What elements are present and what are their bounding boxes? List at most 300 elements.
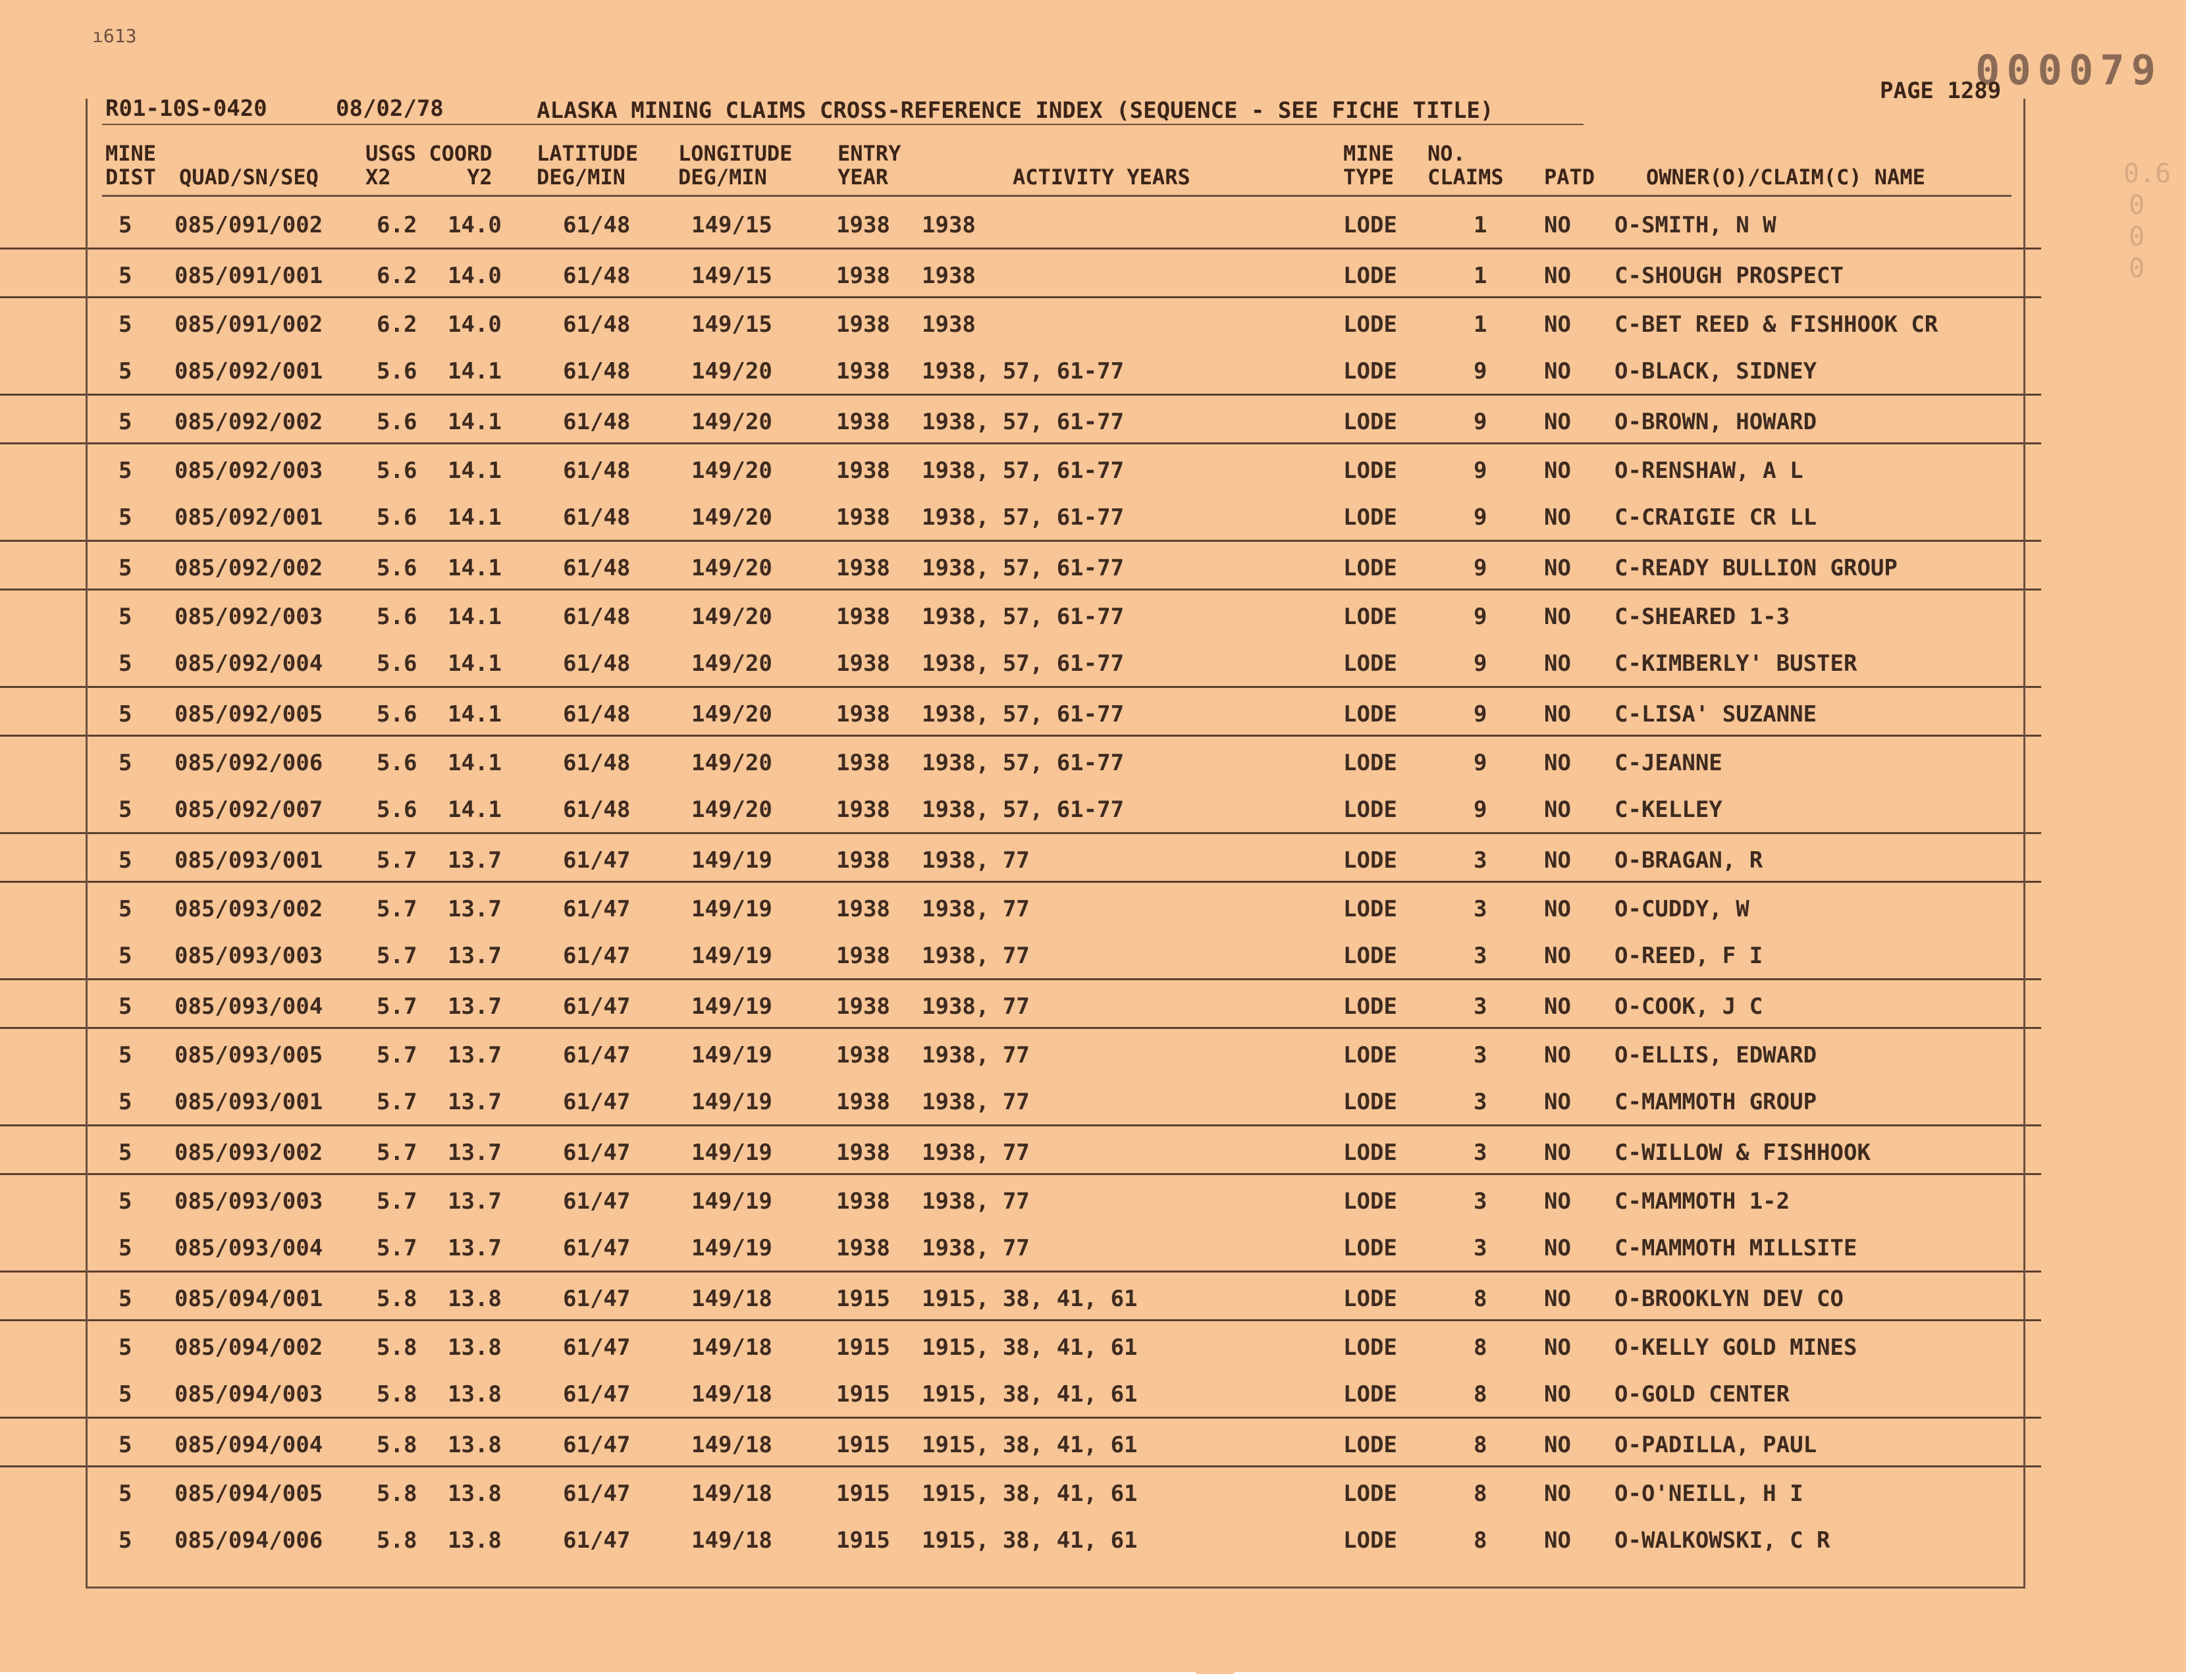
cell-dist: 5: [119, 504, 132, 531]
cell-entry-year: 1938: [836, 750, 890, 776]
cell-y2: 13.7: [448, 896, 502, 922]
cell-patd: NO: [1544, 504, 1571, 531]
cell-no-claims: 9: [1474, 701, 1487, 727]
cell-quad: 085/094/002: [174, 1334, 323, 1361]
cell-longitude: 149/19: [691, 1140, 772, 1166]
cell-dist: 5: [119, 993, 132, 1020]
cell-y2: 13.7: [448, 1089, 502, 1115]
cell-activity-years: 1938, 77: [922, 943, 1030, 969]
cell-dist: 5: [119, 1432, 132, 1458]
cell-longitude: 149/19: [691, 1235, 772, 1261]
cell-longitude: 149/15: [691, 212, 772, 238]
cell-x2: 5.6: [377, 504, 417, 531]
cell-activity-years: 1938, 77: [922, 993, 1030, 1020]
cell-longitude: 149/20: [691, 458, 772, 484]
cell-entry-year: 1915: [836, 1286, 890, 1312]
cell-activity-years: 1938: [922, 311, 976, 338]
cell-x2: 5.7: [377, 943, 417, 969]
cell-mine-type: LODE: [1343, 1381, 1397, 1407]
cell-mine-type: LODE: [1343, 701, 1397, 727]
cell-no-claims: 8: [1474, 1527, 1487, 1554]
cell-dist: 5: [119, 847, 132, 874]
cell-quad: 085/093/004: [174, 993, 323, 1020]
cell-x2: 5.6: [377, 797, 417, 823]
cell-owner-claim-name: O-CUDDY, W: [1614, 896, 1749, 922]
cell-activity-years: 1915, 38, 41, 61: [922, 1481, 1138, 1507]
cell-mine-type: LODE: [1343, 555, 1397, 581]
cell-patd: NO: [1544, 1235, 1571, 1261]
cell-quad: 085/093/002: [174, 896, 323, 922]
cell-activity-years: 1938, 77: [922, 1140, 1030, 1166]
cell-longitude: 149/15: [691, 263, 772, 289]
cell-mine-type: LODE: [1343, 1235, 1397, 1261]
cell-entry-year: 1938: [836, 943, 890, 969]
cell-x2: 5.6: [377, 604, 417, 630]
cell-mine-type: LODE: [1343, 993, 1397, 1020]
cell-dist: 5: [119, 1042, 132, 1068]
cell-entry-year: 1915: [836, 1334, 890, 1361]
cell-latitude: 61/47: [563, 1481, 631, 1507]
cell-owner-claim-name: C-JEANNE: [1614, 750, 1722, 776]
cell-no-claims: 3: [1474, 1140, 1487, 1166]
cell-entry-year: 1938: [836, 504, 890, 531]
cell-x2: 5.7: [377, 896, 417, 922]
side-mark: 0.6 0 0 0: [2123, 159, 2172, 284]
cell-latitude: 61/47: [563, 1527, 631, 1554]
cell-dist: 5: [119, 750, 132, 776]
cell-longitude: 149/18: [691, 1432, 772, 1458]
col-mine-dist: MINE DIST: [105, 141, 157, 190]
cell-y2: 13.8: [448, 1381, 502, 1407]
cell-quad: 085/091/002: [174, 212, 323, 238]
cell-mine-type: LODE: [1343, 1481, 1397, 1507]
cell-entry-year: 1915: [836, 1432, 890, 1458]
col-mine-type: MINE TYPE: [1343, 141, 1395, 190]
col-patd: PATD: [1544, 165, 1595, 190]
cell-entry-year: 1938: [836, 555, 890, 581]
cell-owner-claim-name: C-SHEARED 1-3: [1614, 604, 1790, 630]
cell-quad: 085/092/006: [174, 750, 323, 776]
cell-patd: NO: [1544, 993, 1571, 1020]
cell-y2: 13.7: [448, 993, 502, 1020]
col-quad: QUAD/SN/SEQ: [179, 165, 319, 190]
cell-latitude: 61/48: [563, 504, 631, 531]
cell-quad: 085/092/002: [174, 409, 323, 435]
cell-y2: 13.7: [448, 847, 502, 874]
cell-activity-years: 1938, 77: [922, 1235, 1030, 1261]
cell-owner-claim-name: O-WALKOWSKI, C R: [1614, 1527, 1830, 1554]
cell-activity-years: 1938, 57, 61-77: [922, 358, 1125, 384]
col-owner-claim: OWNER(O)/CLAIM(C) NAME: [1646, 165, 1925, 190]
cell-x2: 5.8: [377, 1381, 417, 1407]
cell-activity-years: 1938, 57, 61-77: [922, 504, 1125, 531]
cell-entry-year: 1938: [836, 409, 890, 435]
cell-quad: 085/092/001: [174, 504, 323, 531]
cell-latitude: 61/47: [563, 1188, 631, 1215]
cell-no-claims: 9: [1474, 458, 1487, 484]
cell-patd: NO: [1544, 1527, 1571, 1554]
cell-dist: 5: [119, 797, 132, 823]
cell-longitude: 149/18: [691, 1334, 772, 1361]
cell-owner-claim-name: C-MAMMOTH MILLSITE: [1614, 1235, 1857, 1261]
cell-patd: NO: [1544, 458, 1571, 484]
cell-no-claims: 9: [1474, 650, 1487, 677]
cell-x2: 6.2: [377, 212, 417, 238]
cell-mine-type: LODE: [1343, 1432, 1397, 1458]
col-no-claims: NO. CLAIMS: [1427, 141, 1504, 190]
corner-mark: ı613: [92, 25, 137, 47]
cell-owner-claim-name: O-BLACK, SIDNEY: [1614, 358, 1817, 384]
cell-no-claims: 8: [1474, 1286, 1487, 1312]
cell-activity-years: 1938, 57, 61-77: [922, 750, 1125, 776]
cell-x2: 5.6: [377, 701, 417, 727]
cell-patd: NO: [1544, 212, 1571, 238]
cell-quad: 085/094/001: [174, 1286, 323, 1312]
cell-owner-claim-name: O-BROWN, HOWARD: [1614, 409, 1817, 435]
cell-no-claims: 8: [1474, 1381, 1487, 1407]
cell-activity-years: 1938, 77: [922, 1188, 1030, 1215]
cell-longitude: 149/18: [691, 1286, 772, 1312]
cell-entry-year: 1938: [836, 847, 890, 874]
cell-quad: 085/093/003: [174, 1188, 323, 1215]
cell-longitude: 149/18: [691, 1381, 772, 1407]
cell-activity-years: 1938: [922, 212, 976, 238]
cell-owner-claim-name: C-KIMBERLY' BUSTER: [1614, 650, 1857, 677]
cell-patd: NO: [1544, 311, 1571, 338]
cell-quad: 085/093/001: [174, 1089, 323, 1115]
cell-patd: NO: [1544, 650, 1571, 677]
cell-quad: 085/093/005: [174, 1042, 323, 1068]
cell-dist: 5: [119, 943, 132, 969]
cell-longitude: 149/20: [691, 604, 772, 630]
frame-number: 000079: [1975, 46, 2162, 94]
cell-latitude: 61/47: [563, 943, 631, 969]
cell-mine-type: LODE: [1343, 1286, 1397, 1312]
cell-no-claims: 9: [1474, 604, 1487, 630]
cell-dist: 5: [119, 1235, 132, 1261]
cell-quad: 085/092/003: [174, 604, 323, 630]
cell-patd: NO: [1544, 943, 1571, 969]
cell-x2: 5.8: [377, 1334, 417, 1361]
cell-longitude: 149/20: [691, 701, 772, 727]
cell-y2: 14.1: [448, 797, 502, 823]
cell-longitude: 149/20: [691, 358, 772, 384]
cell-dist: 5: [119, 1089, 132, 1115]
cell-entry-year: 1938: [836, 1042, 890, 1068]
cell-patd: NO: [1544, 847, 1571, 874]
cell-y2: 14.1: [448, 604, 502, 630]
cell-quad: 085/093/001: [174, 847, 323, 874]
cell-activity-years: 1915, 38, 41, 61: [922, 1334, 1138, 1361]
cell-latitude: 61/48: [563, 701, 631, 727]
cell-dist: 5: [119, 311, 132, 338]
cell-mine-type: LODE: [1343, 263, 1397, 289]
cell-quad: 085/092/005: [174, 701, 323, 727]
cell-y2: 14.1: [448, 650, 502, 677]
cell-y2: 13.8: [448, 1432, 502, 1458]
cell-latitude: 61/48: [563, 458, 631, 484]
cell-quad: 085/094/003: [174, 1381, 323, 1407]
cell-owner-claim-name: C-SHOUGH PROSPECT: [1614, 263, 1844, 289]
cell-owner-claim-name: C-KELLEY: [1614, 797, 1722, 823]
cell-patd: NO: [1544, 1188, 1571, 1215]
cell-dist: 5: [119, 650, 132, 677]
cell-dist: 5: [119, 555, 132, 581]
page-label: PAGE 1289: [1880, 78, 2002, 104]
cell-no-claims: 9: [1474, 555, 1487, 581]
cell-owner-claim-name: C-WILLOW & FISHHOOK: [1614, 1140, 1871, 1166]
cell-mine-type: LODE: [1343, 943, 1397, 969]
cell-mine-type: LODE: [1343, 1140, 1397, 1166]
cell-latitude: 61/47: [563, 1286, 631, 1312]
report-id: R01-10S-0420: [105, 95, 267, 122]
cell-entry-year: 1915: [836, 1381, 890, 1407]
cell-x2: 5.7: [377, 847, 417, 874]
cell-quad: 085/093/002: [174, 1140, 323, 1166]
cell-mine-type: LODE: [1343, 212, 1397, 238]
cell-patd: NO: [1544, 1042, 1571, 1068]
cell-mine-type: LODE: [1343, 1334, 1397, 1361]
cell-entry-year: 1938: [836, 797, 890, 823]
cell-mine-type: LODE: [1343, 1042, 1397, 1068]
cell-longitude: 149/19: [691, 1042, 772, 1068]
cell-mine-type: LODE: [1343, 750, 1397, 776]
cell-no-claims: 1: [1474, 311, 1487, 338]
cell-latitude: 61/47: [563, 896, 631, 922]
cell-no-claims: 3: [1474, 1042, 1487, 1068]
cell-entry-year: 1938: [836, 1140, 890, 1166]
cell-activity-years: 1938, 77: [922, 1089, 1030, 1115]
cell-patd: NO: [1544, 1334, 1571, 1361]
cell-x2: 5.7: [377, 1140, 417, 1166]
cell-x2: 5.7: [377, 993, 417, 1020]
cell-longitude: 149/19: [691, 847, 772, 874]
cell-latitude: 61/48: [563, 311, 631, 338]
cell-latitude: 61/48: [563, 604, 631, 630]
cell-longitude: 149/19: [691, 1188, 772, 1215]
cell-dist: 5: [119, 263, 132, 289]
cell-owner-claim-name: C-MAMMOTH 1-2: [1614, 1188, 1790, 1215]
cell-patd: NO: [1544, 604, 1571, 630]
cell-entry-year: 1938: [836, 1235, 890, 1261]
cell-entry-year: 1938: [836, 604, 890, 630]
cell-patd: NO: [1544, 1286, 1571, 1312]
cell-dist: 5: [119, 1481, 132, 1507]
cell-owner-claim-name: O-RENSHAW, A L: [1614, 458, 1803, 484]
cell-quad: 085/092/004: [174, 650, 323, 677]
cell-entry-year: 1938: [836, 212, 890, 238]
cell-owner-claim-name: O-ELLIS, EDWARD: [1614, 1042, 1817, 1068]
cell-y2: 14.1: [448, 409, 502, 435]
col-longitude: LONGITUDE DEG/MIN: [678, 141, 793, 190]
cell-latitude: 61/47: [563, 1235, 631, 1261]
cell-patd: NO: [1544, 263, 1571, 289]
cell-longitude: 149/20: [691, 555, 772, 581]
cell-quad: 085/091/001: [174, 263, 323, 289]
cell-owner-claim-name: O-GOLD CENTER: [1614, 1381, 1790, 1407]
cell-x2: 5.8: [377, 1527, 417, 1554]
cell-entry-year: 1938: [836, 358, 890, 384]
cell-mine-type: LODE: [1343, 1188, 1397, 1215]
cell-entry-year: 1938: [836, 1089, 890, 1115]
cell-y2: 13.8: [448, 1527, 502, 1554]
cell-entry-year: 1938: [836, 701, 890, 727]
cell-y2: 13.8: [448, 1481, 502, 1507]
cell-x2: 6.2: [377, 311, 417, 338]
col-usgs-coord: USGS COORD X2 Y2: [365, 141, 493, 190]
cell-no-claims: 9: [1474, 358, 1487, 384]
cell-y2: 14.0: [448, 212, 502, 238]
cell-no-claims: 3: [1474, 1089, 1487, 1115]
cell-patd: NO: [1544, 1481, 1571, 1507]
cell-owner-claim-name: O-PADILLA, PAUL: [1614, 1432, 1817, 1458]
cell-mine-type: LODE: [1343, 604, 1397, 630]
cell-owner-claim-name: O-BRAGAN, R: [1614, 847, 1763, 874]
cell-entry-year: 1938: [836, 1188, 890, 1215]
cell-activity-years: 1938, 57, 61-77: [922, 650, 1125, 677]
cell-patd: NO: [1544, 896, 1571, 922]
cell-dist: 5: [119, 701, 132, 727]
cell-latitude: 61/48: [563, 750, 631, 776]
cell-owner-claim-name: C-READY BULLION GROUP: [1614, 555, 1898, 581]
cell-latitude: 61/47: [563, 1140, 631, 1166]
cell-dist: 5: [119, 409, 132, 435]
cell-dist: 5: [119, 1286, 132, 1312]
cell-longitude: 149/19: [691, 896, 772, 922]
cell-owner-claim-name: O-KELLY GOLD MINES: [1614, 1334, 1857, 1361]
cell-quad: 085/094/004: [174, 1432, 323, 1458]
cell-entry-year: 1938: [836, 896, 890, 922]
cell-mine-type: LODE: [1343, 311, 1397, 338]
cell-latitude: 61/48: [563, 409, 631, 435]
cell-patd: NO: [1544, 1432, 1571, 1458]
cell-owner-claim-name: C-BET REED & FISHHOOK CR: [1614, 311, 1938, 338]
cell-y2: 14.1: [448, 750, 502, 776]
cell-y2: 13.8: [448, 1334, 502, 1361]
cell-y2: 14.1: [448, 358, 502, 384]
cell-no-claims: 1: [1474, 263, 1487, 289]
cell-latitude: 61/47: [563, 1334, 631, 1361]
cell-no-claims: 8: [1474, 1334, 1487, 1361]
cell-quad: 085/093/004: [174, 1235, 323, 1261]
cell-longitude: 149/18: [691, 1481, 772, 1507]
cell-owner-claim-name: C-CRAIGIE CR LL: [1614, 504, 1817, 531]
cell-no-claims: 9: [1474, 750, 1487, 776]
cell-dist: 5: [119, 1527, 132, 1554]
cell-latitude: 61/48: [563, 555, 631, 581]
cell-activity-years: 1938, 57, 61-77: [922, 409, 1125, 435]
cell-x2: 5.8: [377, 1432, 417, 1458]
cell-dist: 5: [119, 604, 132, 630]
cell-y2: 13.7: [448, 1140, 502, 1166]
cell-patd: NO: [1544, 1089, 1571, 1115]
cell-x2: 6.2: [377, 263, 417, 289]
cell-x2: 5.7: [377, 1188, 417, 1215]
cell-latitude: 61/48: [563, 650, 631, 677]
cell-dist: 5: [119, 896, 132, 922]
cell-patd: NO: [1544, 750, 1571, 776]
cell-mine-type: LODE: [1343, 458, 1397, 484]
cell-mine-type: LODE: [1343, 504, 1397, 531]
cell-latitude: 61/47: [563, 1381, 631, 1407]
cell-quad: 085/092/007: [174, 797, 323, 823]
cell-latitude: 61/48: [563, 358, 631, 384]
cell-no-claims: 3: [1474, 896, 1487, 922]
cell-patd: NO: [1544, 701, 1571, 727]
cell-longitude: 149/20: [691, 797, 772, 823]
cell-activity-years: 1938, 57, 61-77: [922, 604, 1125, 630]
cell-patd: NO: [1544, 797, 1571, 823]
cell-activity-years: 1938, 77: [922, 1042, 1030, 1068]
cell-quad: 085/094/005: [174, 1481, 323, 1507]
cell-longitude: 149/18: [691, 1527, 772, 1554]
page-frame: [86, 99, 2025, 1588]
cell-longitude: 149/20: [691, 504, 772, 531]
cell-owner-claim-name: C-MAMMOTH GROUP: [1614, 1089, 1817, 1115]
cell-y2: 13.7: [448, 943, 502, 969]
cell-owner-claim-name: O-COOK, J C: [1614, 993, 1763, 1020]
cell-dist: 5: [119, 1188, 132, 1215]
cell-longitude: 149/20: [691, 409, 772, 435]
cell-x2: 5.7: [377, 1042, 417, 1068]
cell-no-claims: 8: [1474, 1432, 1487, 1458]
report-title: ALASKA MINING CLAIMS CROSS-REFERENCE INDEX (SEQUENCE - SEE FICHE TITLE): [537, 97, 1494, 124]
cell-activity-years: 1915, 38, 41, 61: [922, 1286, 1138, 1312]
cell-entry-year: 1938: [836, 650, 890, 677]
cell-dist: 5: [119, 1140, 132, 1166]
cell-no-claims: 3: [1474, 993, 1487, 1020]
cell-mine-type: LODE: [1343, 358, 1397, 384]
cell-y2: 14.0: [448, 263, 502, 289]
cell-quad: 085/094/006: [174, 1527, 323, 1554]
cell-owner-claim-name: O-SMITH, N W: [1614, 212, 1776, 238]
cell-entry-year: 1938: [836, 311, 890, 338]
cell-dist: 5: [119, 1381, 132, 1407]
cell-owner-claim-name: O-REED, F I: [1614, 943, 1763, 969]
cell-patd: NO: [1544, 1381, 1571, 1407]
cell-x2: 5.6: [377, 650, 417, 677]
cell-quad: 085/093/003: [174, 943, 323, 969]
cell-activity-years: 1938, 57, 61-77: [922, 701, 1125, 727]
cell-y2: 14.1: [448, 701, 502, 727]
col-activity-years: ACTIVITY YEARS: [1013, 165, 1190, 190]
cell-longitude: 149/19: [691, 993, 772, 1020]
cell-entry-year: 1915: [836, 1481, 890, 1507]
cell-x2: 5.6: [377, 409, 417, 435]
cell-x2: 5.8: [377, 1481, 417, 1507]
cell-no-claims: 3: [1474, 1235, 1487, 1261]
cell-activity-years: 1938, 57, 61-77: [922, 555, 1125, 581]
cell-no-claims: 9: [1474, 504, 1487, 531]
cell-entry-year: 1938: [836, 263, 890, 289]
cell-activity-years: 1938, 77: [922, 847, 1030, 874]
cell-latitude: 61/47: [563, 847, 631, 874]
cell-latitude: 61/47: [563, 1089, 631, 1115]
cell-y2: 13.7: [448, 1235, 502, 1261]
cell-owner-claim-name: O-BROOKLYN DEV CO: [1614, 1286, 1844, 1312]
cell-x2: 5.7: [377, 1235, 417, 1261]
cell-no-claims: 8: [1474, 1481, 1487, 1507]
cell-quad: 085/092/002: [174, 555, 323, 581]
cell-x2: 5.8: [377, 1286, 417, 1312]
cell-patd: NO: [1544, 358, 1571, 384]
cell-longitude: 149/19: [691, 1089, 772, 1115]
cell-mine-type: LODE: [1343, 847, 1397, 874]
cell-latitude: 61/47: [563, 993, 631, 1020]
cell-no-claims: 1: [1474, 212, 1487, 238]
cell-quad: 085/092/003: [174, 458, 323, 484]
cell-entry-year: 1938: [836, 458, 890, 484]
